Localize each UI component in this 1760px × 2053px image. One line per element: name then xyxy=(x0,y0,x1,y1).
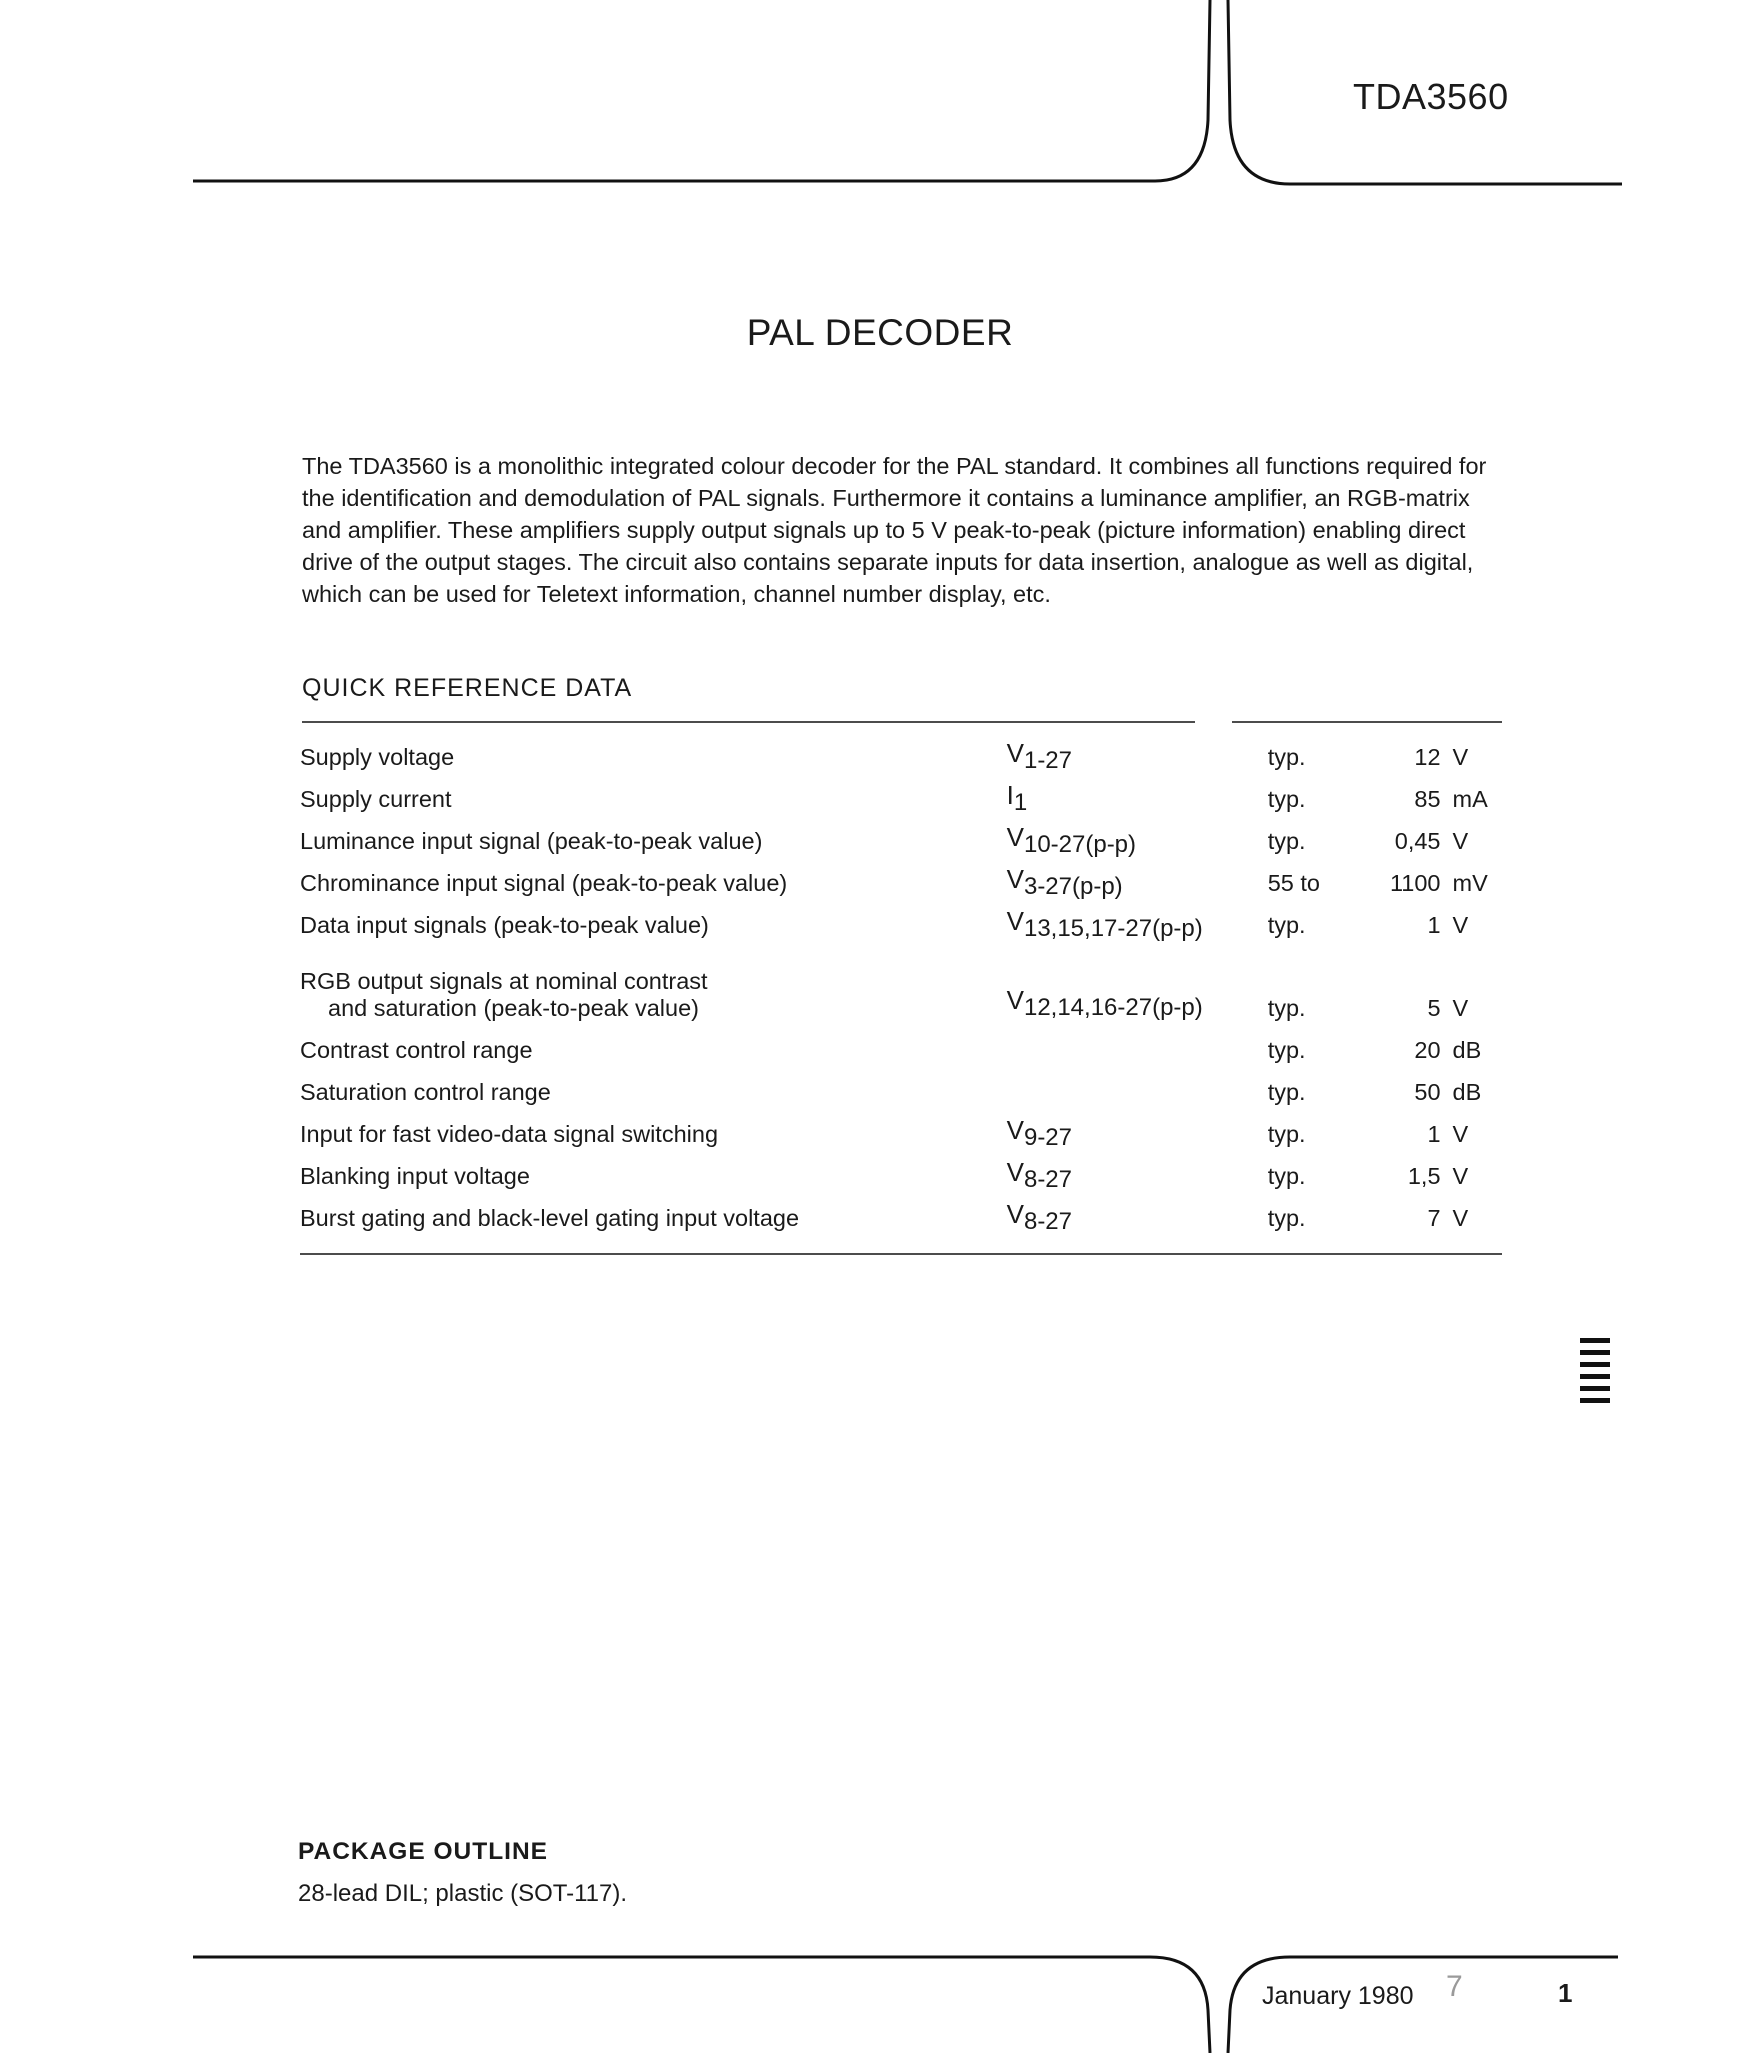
footer-date: January 1980 xyxy=(1262,1982,1414,2010)
table-row xyxy=(300,778,1500,820)
symbol-subscript: 1 xyxy=(1013,789,1028,817)
parameter-cell xyxy=(300,904,1007,946)
unit-cell: V xyxy=(1452,1204,1469,1231)
unit-cell: mA xyxy=(1452,785,1488,812)
table-row xyxy=(300,820,1500,862)
parameter-cell xyxy=(300,736,1007,778)
value-cell: 1 xyxy=(1427,911,1441,938)
qualifier-cell: typ. xyxy=(1267,827,1306,854)
table-row xyxy=(300,736,1500,778)
table-row xyxy=(300,1197,1500,1239)
symbol-cell xyxy=(1007,904,1268,946)
unit-cell: mV xyxy=(1452,869,1488,896)
parameter-cell xyxy=(300,1071,1007,1113)
parameter-label: Supply current xyxy=(300,785,452,812)
symbol-cell xyxy=(1007,820,1268,862)
unit-cell: dB xyxy=(1452,1078,1482,1105)
parameter-label: Luminance input signal (peak-to-peak value) xyxy=(300,827,763,854)
symbol-base: V xyxy=(1006,822,1024,853)
value-cell: 12 xyxy=(1414,743,1441,770)
parameter-cell xyxy=(300,862,1007,904)
qualifier-cell: typ. xyxy=(1267,995,1306,1021)
parameter-label-line2: and saturation (peak-to-peak value) xyxy=(328,995,699,1021)
package-outline-heading: PACKAGE OUTLINE xyxy=(298,1838,549,1865)
parameter-cell xyxy=(300,946,1007,1029)
unit-cell: V xyxy=(1452,827,1469,854)
page-number: 1 xyxy=(1558,1978,1573,2008)
parameter-label: RGB output signals at nominal contrast xyxy=(300,968,708,994)
qualifier-cell: typ. xyxy=(1267,1204,1306,1231)
qualifier-cell: typ. xyxy=(1267,1078,1306,1105)
parameter-label: Data input signals (peak-to-peak value) xyxy=(300,911,709,938)
symbol-base: V xyxy=(1006,738,1024,769)
symbol-base: V xyxy=(1006,984,1024,1015)
symbol-cell xyxy=(1007,1113,1268,1155)
parameter-cell xyxy=(300,1113,1007,1155)
quick-reference-table xyxy=(300,736,1500,1239)
unit-cell: V xyxy=(1452,995,1469,1021)
symbol-subscript: 13,15,17-27(p-p) xyxy=(1023,915,1203,943)
symbol-cell xyxy=(1007,736,1268,778)
symbol-cell xyxy=(1007,1029,1268,1071)
parameter-label: Contrast control range xyxy=(300,1036,533,1063)
parameter-label: Chrominance input signal (peak-to-peak value) xyxy=(300,869,788,896)
table-row xyxy=(300,904,1500,946)
quick-reference-heading: QUICK REFERENCE DATA xyxy=(302,674,633,702)
symbol-base: V xyxy=(1006,1157,1024,1188)
symbol-subscript: 12,14,16-27(p-p) xyxy=(1023,994,1203,1021)
symbol-cell xyxy=(1007,778,1268,820)
value-cell: 5 xyxy=(1427,995,1441,1021)
parameter-label: Saturation control range xyxy=(300,1078,551,1105)
symbol-base: V xyxy=(1006,1115,1024,1146)
parameter-label: Supply voltage xyxy=(300,743,455,770)
qualifier-cell: typ. xyxy=(1267,911,1306,938)
symbol-base: V xyxy=(1006,906,1024,937)
quick-reference-rows xyxy=(300,736,1500,1239)
value-cell: 1100 xyxy=(1389,869,1441,896)
intro-paragraph: The TDA3560 is a monolithic integrated colour decoder for the PAL standard. It combines all functions required for the identification and demodulation of PAL signals. Furthermore it contains a luminance amplifier, an RGB-matrix and amplifier. These amplifiers supply output signals up to 5 V peak-to-peak (picture information) enabling direct drive of the output stages. The circuit also contains separate inputs for data insertion, analogue as well as digital, which can be used for Teletext information, channel number display, etc. xyxy=(302,453,1487,607)
symbol-cell xyxy=(1007,1155,1268,1197)
unit-cell: V xyxy=(1452,1162,1469,1189)
symbol-cell xyxy=(1007,862,1268,904)
document-title: PAL DECODER xyxy=(746,312,1014,353)
value-cell: 1 xyxy=(1427,1120,1441,1147)
qualifier-cell: typ. xyxy=(1267,1036,1306,1063)
table-row xyxy=(300,1029,1500,1071)
symbol-base: I xyxy=(1006,780,1014,811)
parameter-cell xyxy=(300,778,1007,820)
unit-cell: V xyxy=(1452,743,1469,770)
table-row xyxy=(300,1155,1500,1197)
symbol-cell xyxy=(1007,1071,1268,1113)
parameter-label: Input for fast video-data signal switching xyxy=(300,1120,719,1147)
qualifier-cell: typ. xyxy=(1267,785,1306,812)
table-row xyxy=(300,946,1500,1029)
parameter-label: Burst gating and black-level gating input voltage xyxy=(300,1204,800,1231)
section-tab-marker xyxy=(1580,1338,1610,1410)
unit-cell: V xyxy=(1452,1120,1469,1147)
unit-cell: dB xyxy=(1452,1036,1482,1063)
symbol-subscript: 10-27(p-p) xyxy=(1023,831,1137,859)
unit-cell: V xyxy=(1452,911,1469,938)
table-row xyxy=(300,1071,1500,1113)
symbol-cell xyxy=(1007,946,1268,1029)
symbol-subscript: 3-27(p-p) xyxy=(1023,873,1123,901)
symbol-cell xyxy=(1007,1197,1268,1239)
value-cell: 20 xyxy=(1414,1036,1441,1063)
handwritten-mark: 7 xyxy=(1446,1970,1463,2003)
qualifier-cell: typ. xyxy=(1267,743,1306,770)
qualifier-cell: 55 to xyxy=(1267,869,1320,896)
value-cell: 1,5 xyxy=(1407,1162,1441,1189)
type-number: TDA3560 xyxy=(1353,76,1509,117)
package-outline-text: 28-lead DIL; plastic (SOT-117). xyxy=(298,1880,628,1907)
symbol-subscript: 1-27 xyxy=(1023,747,1073,775)
qualifier-cell: typ. xyxy=(1267,1120,1306,1147)
table-row xyxy=(300,1113,1500,1155)
symbol-subscript: 9-27 xyxy=(1023,1124,1073,1152)
value-cell: 85 xyxy=(1414,785,1441,812)
symbol-subscript: 8-27 xyxy=(1023,1166,1073,1194)
symbol-base: V xyxy=(1006,1199,1024,1230)
parameter-cell xyxy=(300,1155,1007,1197)
value-cell: 0,45 xyxy=(1394,827,1441,854)
parameter-cell xyxy=(300,1029,1007,1071)
parameter-cell xyxy=(300,820,1007,862)
value-cell: 50 xyxy=(1414,1078,1441,1105)
symbol-subscript: 8-27 xyxy=(1023,1208,1073,1236)
parameter-cell xyxy=(300,1197,1007,1239)
value-cell: 7 xyxy=(1427,1204,1441,1231)
qualifier-cell: typ. xyxy=(1267,1162,1306,1189)
symbol-base: V xyxy=(1006,864,1024,895)
parameter-label: Blanking input voltage xyxy=(300,1162,530,1189)
table-row xyxy=(300,862,1500,904)
